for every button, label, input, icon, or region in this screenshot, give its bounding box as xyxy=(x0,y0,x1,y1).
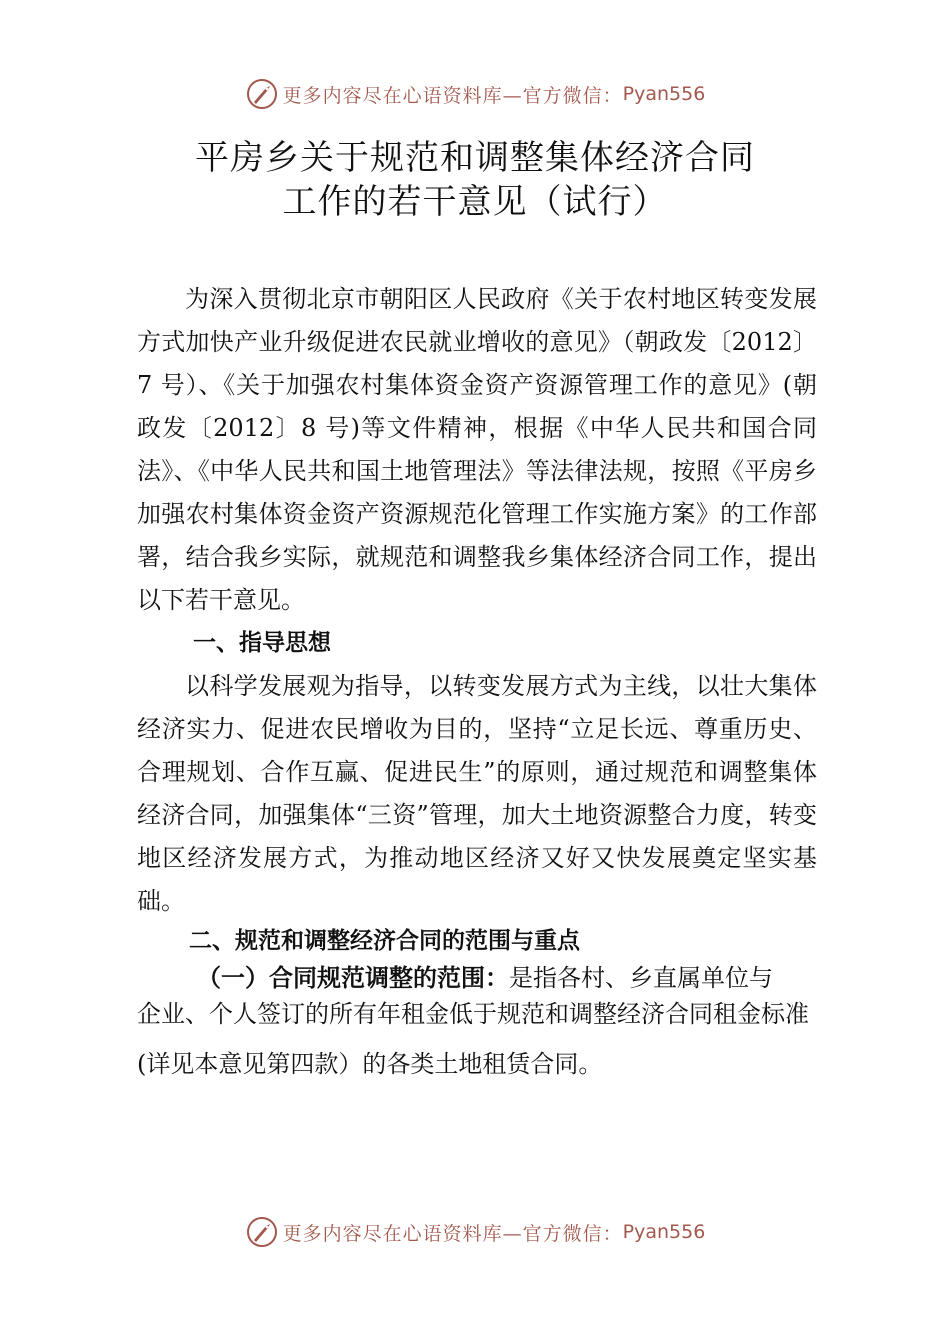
subsection-1-label: （一）合同规范调整的范围 xyxy=(197,964,485,992)
pen-nib-logo-icon xyxy=(245,77,279,111)
watermark-text: 更多内容尽在心语资料库—官方微信： xyxy=(282,1222,623,1245)
document-body xyxy=(137,278,817,1082)
footer-watermark-banner xyxy=(0,1212,950,1252)
section-2-heading: 二、规范和调整经济合同的范围与重点 xyxy=(189,928,580,954)
section-1-heading: 一、指导思想 xyxy=(193,630,331,656)
subsection-1-line-1 xyxy=(137,960,817,996)
intro-paragraph: 为深入贯彻北京市朝阳区人民政府《关于农村地区转变发展方式加快产业升级促进农民就业增收的意见》（朝政发〔2012〕7 号）、《关于加强农村集体资金资产资源管理工作的意见》(朝政发〔2012〕8 号)等文件精神，根据《中华人民共和国合同法》、《中华人民共和国土地管理法》等法律法规，按照《平房乡加强农村集体资金资产资源规范化管理工作实施方案》的工作部署，结合我乡实际，就规范和调整我乡集体经济合同工作，提出以下若干意见。 xyxy=(137,285,817,614)
subsection-1-line-3: (详见本意见第四款）的各类土地租赁合同。 xyxy=(137,1050,603,1078)
section-1-paragraph: 以科学发展观为指导，以转变发展方式为主线，以壮大集体经济实力、促进农民增收为目的，坚持“立足长远、尊重历史、合理规划、合作互赢、促进民生”的原则，通过规范和调整集体经济合同，加强集体“三资”管理，加大土地资源整合力度，转变地区经济发展方式，为推动地区经济又好又快发展奠定坚实基础。 xyxy=(137,672,817,915)
pen-nib-logo-icon xyxy=(245,1215,279,1249)
document-title-line-1: 平房乡关于规范和调整集体经济合同 xyxy=(195,138,755,178)
document-title-line-2: 工作的若干意见（试行） xyxy=(282,182,668,222)
subsection-1-colon: ： xyxy=(485,964,509,992)
subsection-1-text-a: 是指各村、乡直属单位与 xyxy=(509,964,773,992)
watermark-handle: Pyan556 xyxy=(622,1221,706,1243)
watermark-handle: Pyan556 xyxy=(622,83,706,105)
watermark-text: 更多内容尽在心语资料库—官方微信： xyxy=(282,84,623,107)
subsection-1-line-2: 企业、个人签订的所有年租金低于规范和调整经济合同租金标准 xyxy=(137,1000,809,1028)
header-watermark-banner xyxy=(0,74,950,114)
